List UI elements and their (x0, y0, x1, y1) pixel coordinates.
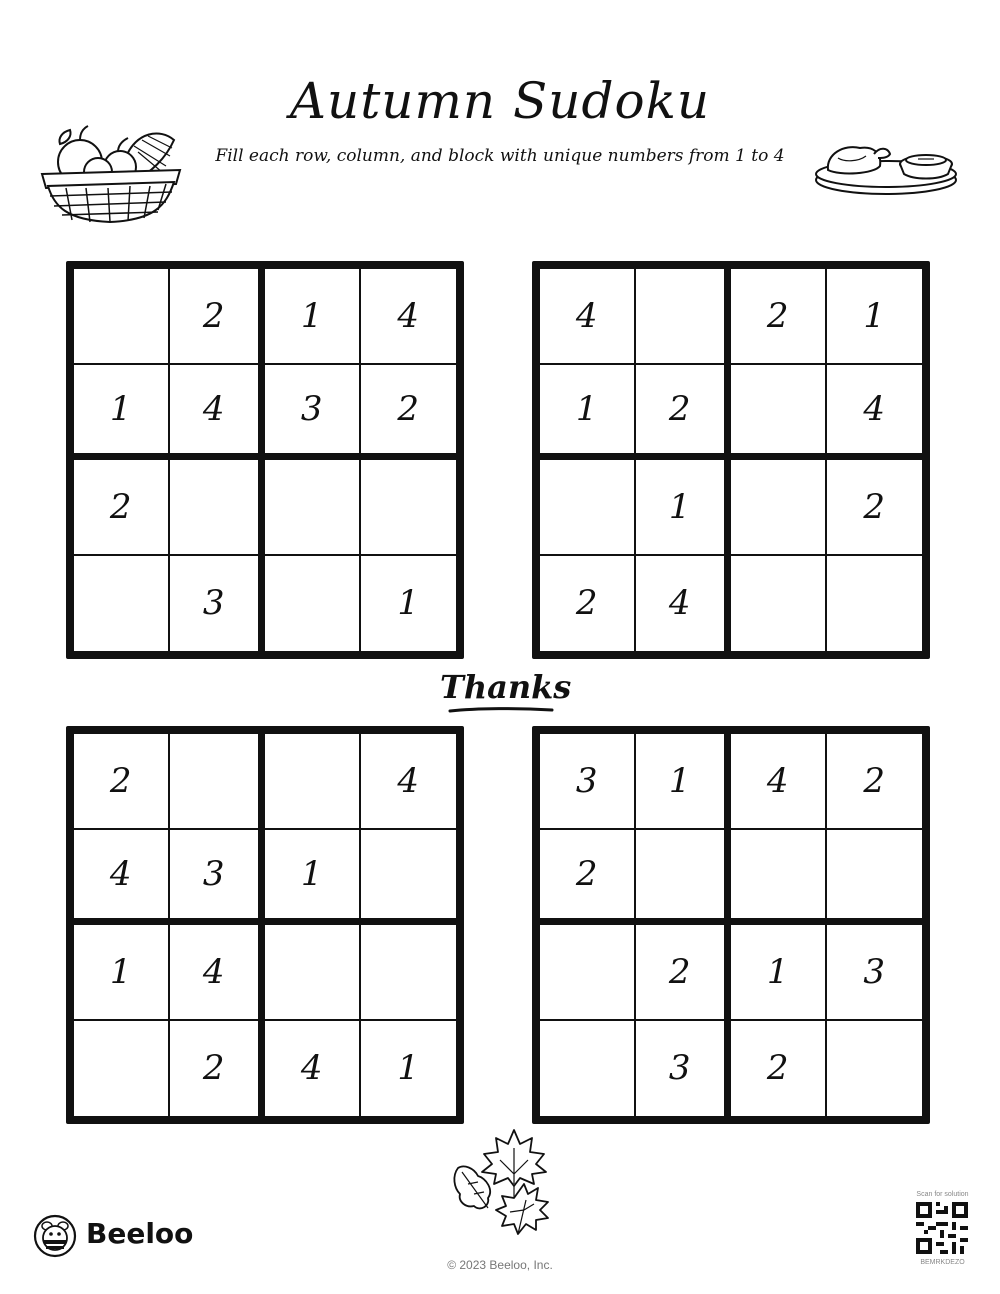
sudoku-cell[interactable]: 1 (636, 734, 732, 830)
bee-logo-icon (33, 1214, 77, 1258)
sudoku-cell[interactable]: 1 (397, 583, 420, 624)
sudoku-cell[interactable] (265, 925, 361, 1021)
thanks-label: Thanks (440, 668, 572, 706)
sudoku-cell[interactable]: 1 (731, 925, 827, 1021)
sudoku-cell[interactable]: 4 (361, 734, 457, 830)
sudoku-cell[interactable] (74, 1021, 170, 1117)
sudoku-cell[interactable] (827, 830, 923, 926)
sudoku-cell[interactable]: 4 (170, 925, 266, 1021)
roast-turkey-and-pie-icon (814, 138, 959, 198)
instructions: Fill each row, column, and block with unique numbers from 1 to 4 (215, 146, 785, 166)
sudoku-cell[interactable] (170, 460, 266, 556)
sudoku-cell[interactable]: 2 (540, 830, 636, 926)
sudoku-cell[interactable]: 4 (827, 365, 923, 461)
sudoku-cell[interactable] (827, 1021, 923, 1117)
sudoku-cell[interactable]: 2 (74, 460, 170, 556)
page-title: Autumn Sudoku (289, 72, 711, 130)
sudoku-cell[interactable]: 1 (397, 1048, 420, 1089)
sudoku-cell[interactable]: 3 (170, 556, 266, 652)
brand-name: Beeloo (86, 1217, 194, 1250)
sudoku-cell[interactable] (731, 556, 827, 652)
sudoku-cell[interactable]: 2 (636, 925, 732, 1021)
sudoku-cell[interactable] (265, 460, 361, 556)
sudoku-cell[interactable]: 1 (636, 460, 732, 556)
sudoku-cell[interactable]: 4 (540, 269, 636, 365)
sudoku-cell[interactable] (74, 556, 170, 652)
sudoku-cell[interactable]: 3 (827, 925, 923, 1021)
sudoku-cell[interactable]: 4 (74, 830, 170, 926)
thanks-underline (448, 706, 554, 714)
sudoku-grid-1 (66, 261, 464, 659)
sudoku-cell[interactable] (540, 460, 636, 556)
sudoku-cell[interactable] (74, 269, 170, 365)
sudoku-cell[interactable] (265, 556, 361, 652)
sudoku-cell[interactable]: 4 (170, 365, 266, 461)
sudoku-cell[interactable] (170, 734, 266, 830)
sudoku-cell[interactable]: 2 (361, 365, 457, 461)
sudoku-cell[interactable]: 3 (636, 1021, 732, 1117)
sudoku-cell[interactable] (731, 830, 827, 926)
sudoku-cell[interactable] (636, 830, 732, 926)
sudoku-cell[interactable]: 2 (170, 1021, 266, 1117)
sudoku-cell[interactable] (361, 925, 457, 1021)
sudoku-cell[interactable]: 1 (265, 830, 361, 926)
qr-code-icon[interactable] (916, 1202, 968, 1254)
sudoku-cell[interactable] (731, 365, 827, 461)
qr-code-label: BEMRKDEZO (920, 1259, 965, 1266)
sudoku-cell[interactable]: 4 (361, 269, 457, 365)
sudoku-cell[interactable]: 1 (74, 925, 170, 1021)
sudoku-cell[interactable]: 4 (731, 734, 827, 830)
sudoku-cell[interactable]: 4 (636, 556, 732, 652)
sudoku-cell[interactable] (827, 556, 923, 652)
sudoku-cell[interactable]: 2 (540, 556, 636, 652)
sudoku-cell[interactable]: 2 (636, 365, 732, 461)
sudoku-cell[interactable] (265, 734, 361, 830)
sudoku-cell[interactable]: 3 (170, 830, 266, 926)
sudoku-cell[interactable]: 2 (827, 734, 923, 830)
sudoku-cell[interactable]: 2 (74, 734, 170, 830)
sudoku-cell[interactable] (361, 460, 457, 556)
copyright: © 2023 Beeloo, Inc. (447, 1258, 553, 1272)
sudoku-cell[interactable] (540, 1021, 636, 1117)
sudoku-cell[interactable] (540, 925, 636, 1021)
sudoku-cell[interactable]: 1 (827, 269, 923, 365)
sudoku-grid-2 (532, 261, 930, 659)
qr-caption: Scan for solution (916, 1191, 969, 1198)
sudoku-grid-3 (66, 726, 464, 1124)
sudoku-cell[interactable]: 1 (540, 365, 636, 461)
sudoku-cell[interactable]: 2 (170, 269, 266, 365)
autumn-leaves-icon (448, 1128, 558, 1236)
sudoku-cell[interactable]: 2 (827, 460, 923, 556)
sudoku-cell[interactable]: 1 (74, 365, 170, 461)
sudoku-cell[interactable]: 1 (265, 269, 361, 365)
sudoku-cell[interactable]: 2 (731, 1021, 827, 1117)
fruit-basket-icon (38, 122, 183, 227)
sudoku-cell[interactable]: 4 (265, 1021, 361, 1117)
sudoku-grid-4 (532, 726, 930, 1124)
sudoku-cell[interactable]: 3 (265, 365, 361, 461)
sudoku-cell[interactable] (361, 830, 457, 926)
sudoku-cell[interactable]: 2 (731, 269, 827, 365)
sudoku-cell[interactable] (731, 460, 827, 556)
sudoku-cell[interactable]: 3 (540, 734, 636, 830)
sudoku-cell[interactable] (636, 269, 732, 365)
